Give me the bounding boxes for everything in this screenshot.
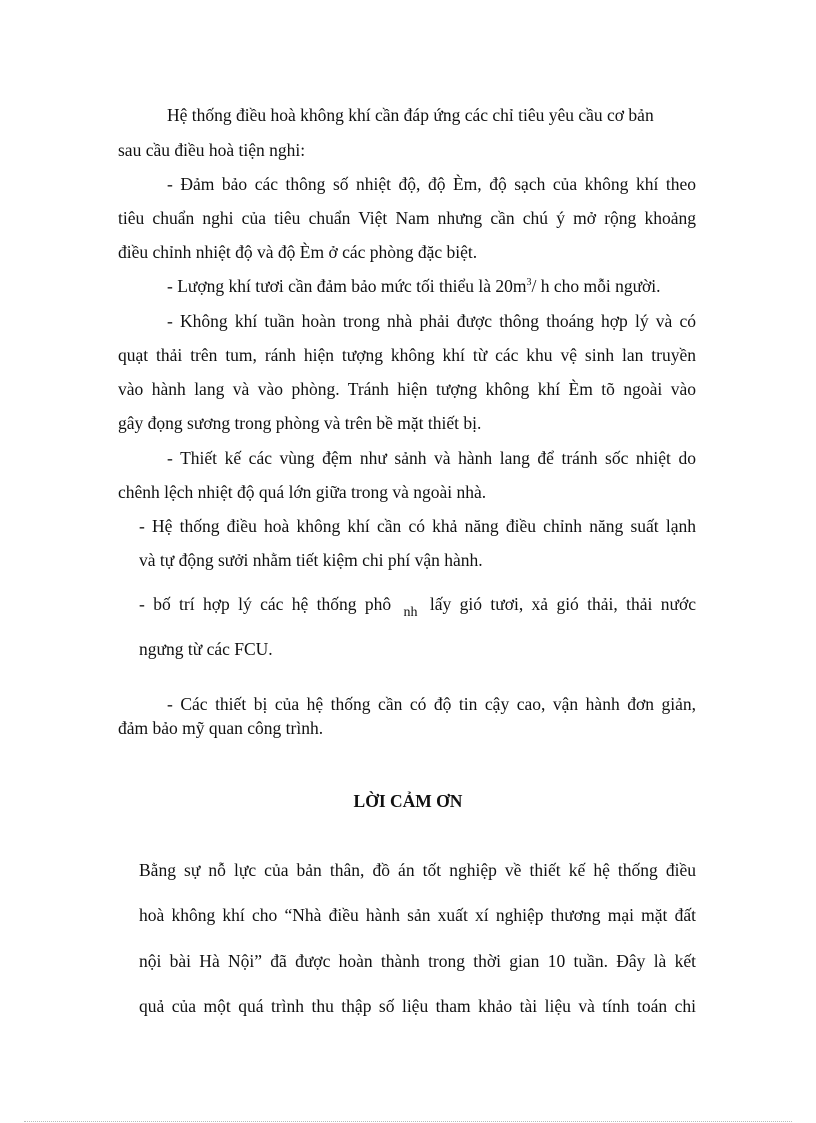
superscript: 3 [526, 277, 532, 288]
paragraph-line: gây đọng sương trong phòng và trên bề mặt thiết bị. [118, 413, 482, 433]
text-segment: lấy gió tươi, xả gió thải, thải nước [429, 594, 697, 614]
paragraph-line: đảm bảo mỹ quan công trình. [118, 718, 324, 738]
paragraph-line: điều chỉnh nhiệt độ và độ Èm ở các phòng đặc biệt. [118, 242, 478, 262]
paragraph-line: Bằng sự nỗ lực của bản thân, đồ án tốt nghiệp về thiết kế hệ thống điều [139, 860, 696, 880]
text-fragment: nh [403, 605, 418, 620]
paragraph-line: - Hệ thống điều hoà không khí cần có khả năng điều chỉnh năng suất lạnh [139, 516, 696, 536]
paragraph-line [139, 593, 696, 624]
text-segment: - bố trí hợp lý các hệ thống phô [139, 594, 392, 614]
paragraph-line: sau cầu điều hoà tiện nghi: [118, 140, 306, 160]
paragraph-line: vào hành lang và vào phòng. Tránh hiện tượng không khí Èm tõ ngoài vào [118, 379, 696, 399]
paragraph-line: và tự động sưởi nhằm tiết kiệm chi phí vận hành. [139, 550, 483, 570]
paragraph-line: quạt thải trên tum, ránh hiện tượng không khí từ các khu vệ sinh lan truyền [118, 345, 696, 365]
paragraph-line [167, 275, 661, 297]
paragraph-line: quả của một quá trình thu thập số liệu tham khảo tài liệu và tính toán chi [139, 996, 696, 1016]
text-segment: - Lượng khí tươi cần đảm bảo mức tối thiểu là 20m [167, 276, 527, 296]
paragraph-line: hoà không khí cho “Nhà điều hành sản xuất xí nghiệp thương mại mặt đất [139, 905, 696, 925]
text-segment: / h cho mỗi người. [531, 276, 661, 296]
paragraph-line: - Các thiết bị của hệ thống cần có độ tin cậy cao, vận hành đơn giản, [167, 694, 696, 714]
paragraph-line: chênh lệch nhiệt độ quá lớn giữa trong và ngoài nhà. [118, 482, 487, 502]
paragraph-line: ngưng từ các FCU. [139, 639, 273, 659]
paragraph-line: nội bài Hà Nội” đã được hoàn thành trong thời gian 10 tuần. Đây là kết [139, 951, 696, 971]
paragraph-line: - Đảm bảo các thông số nhiệt độ, độ Èm, độ sạch của không khí theo [167, 174, 696, 194]
page-bottom-divider [24, 1121, 792, 1122]
paragraph-line: - Thiết kế các vùng đệm như sảnh và hành lang để tránh sốc nhiệt do [167, 448, 696, 468]
section-title: LỜI CẢM ƠN [353, 791, 463, 811]
paragraph-line: Hệ thống điều hoà không khí cần đáp ứng các chỉ tiêu yêu cầu cơ bản [167, 105, 654, 125]
paragraph-line: - Không khí tuần hoàn trong nhà phải được thông thoáng hợp lý và có [167, 311, 696, 331]
paragraph-line: tiêu chuẩn nghi của tiêu chuẩn Việt Nam nhưng cần chú ý mở rộng khoảng [118, 208, 696, 228]
